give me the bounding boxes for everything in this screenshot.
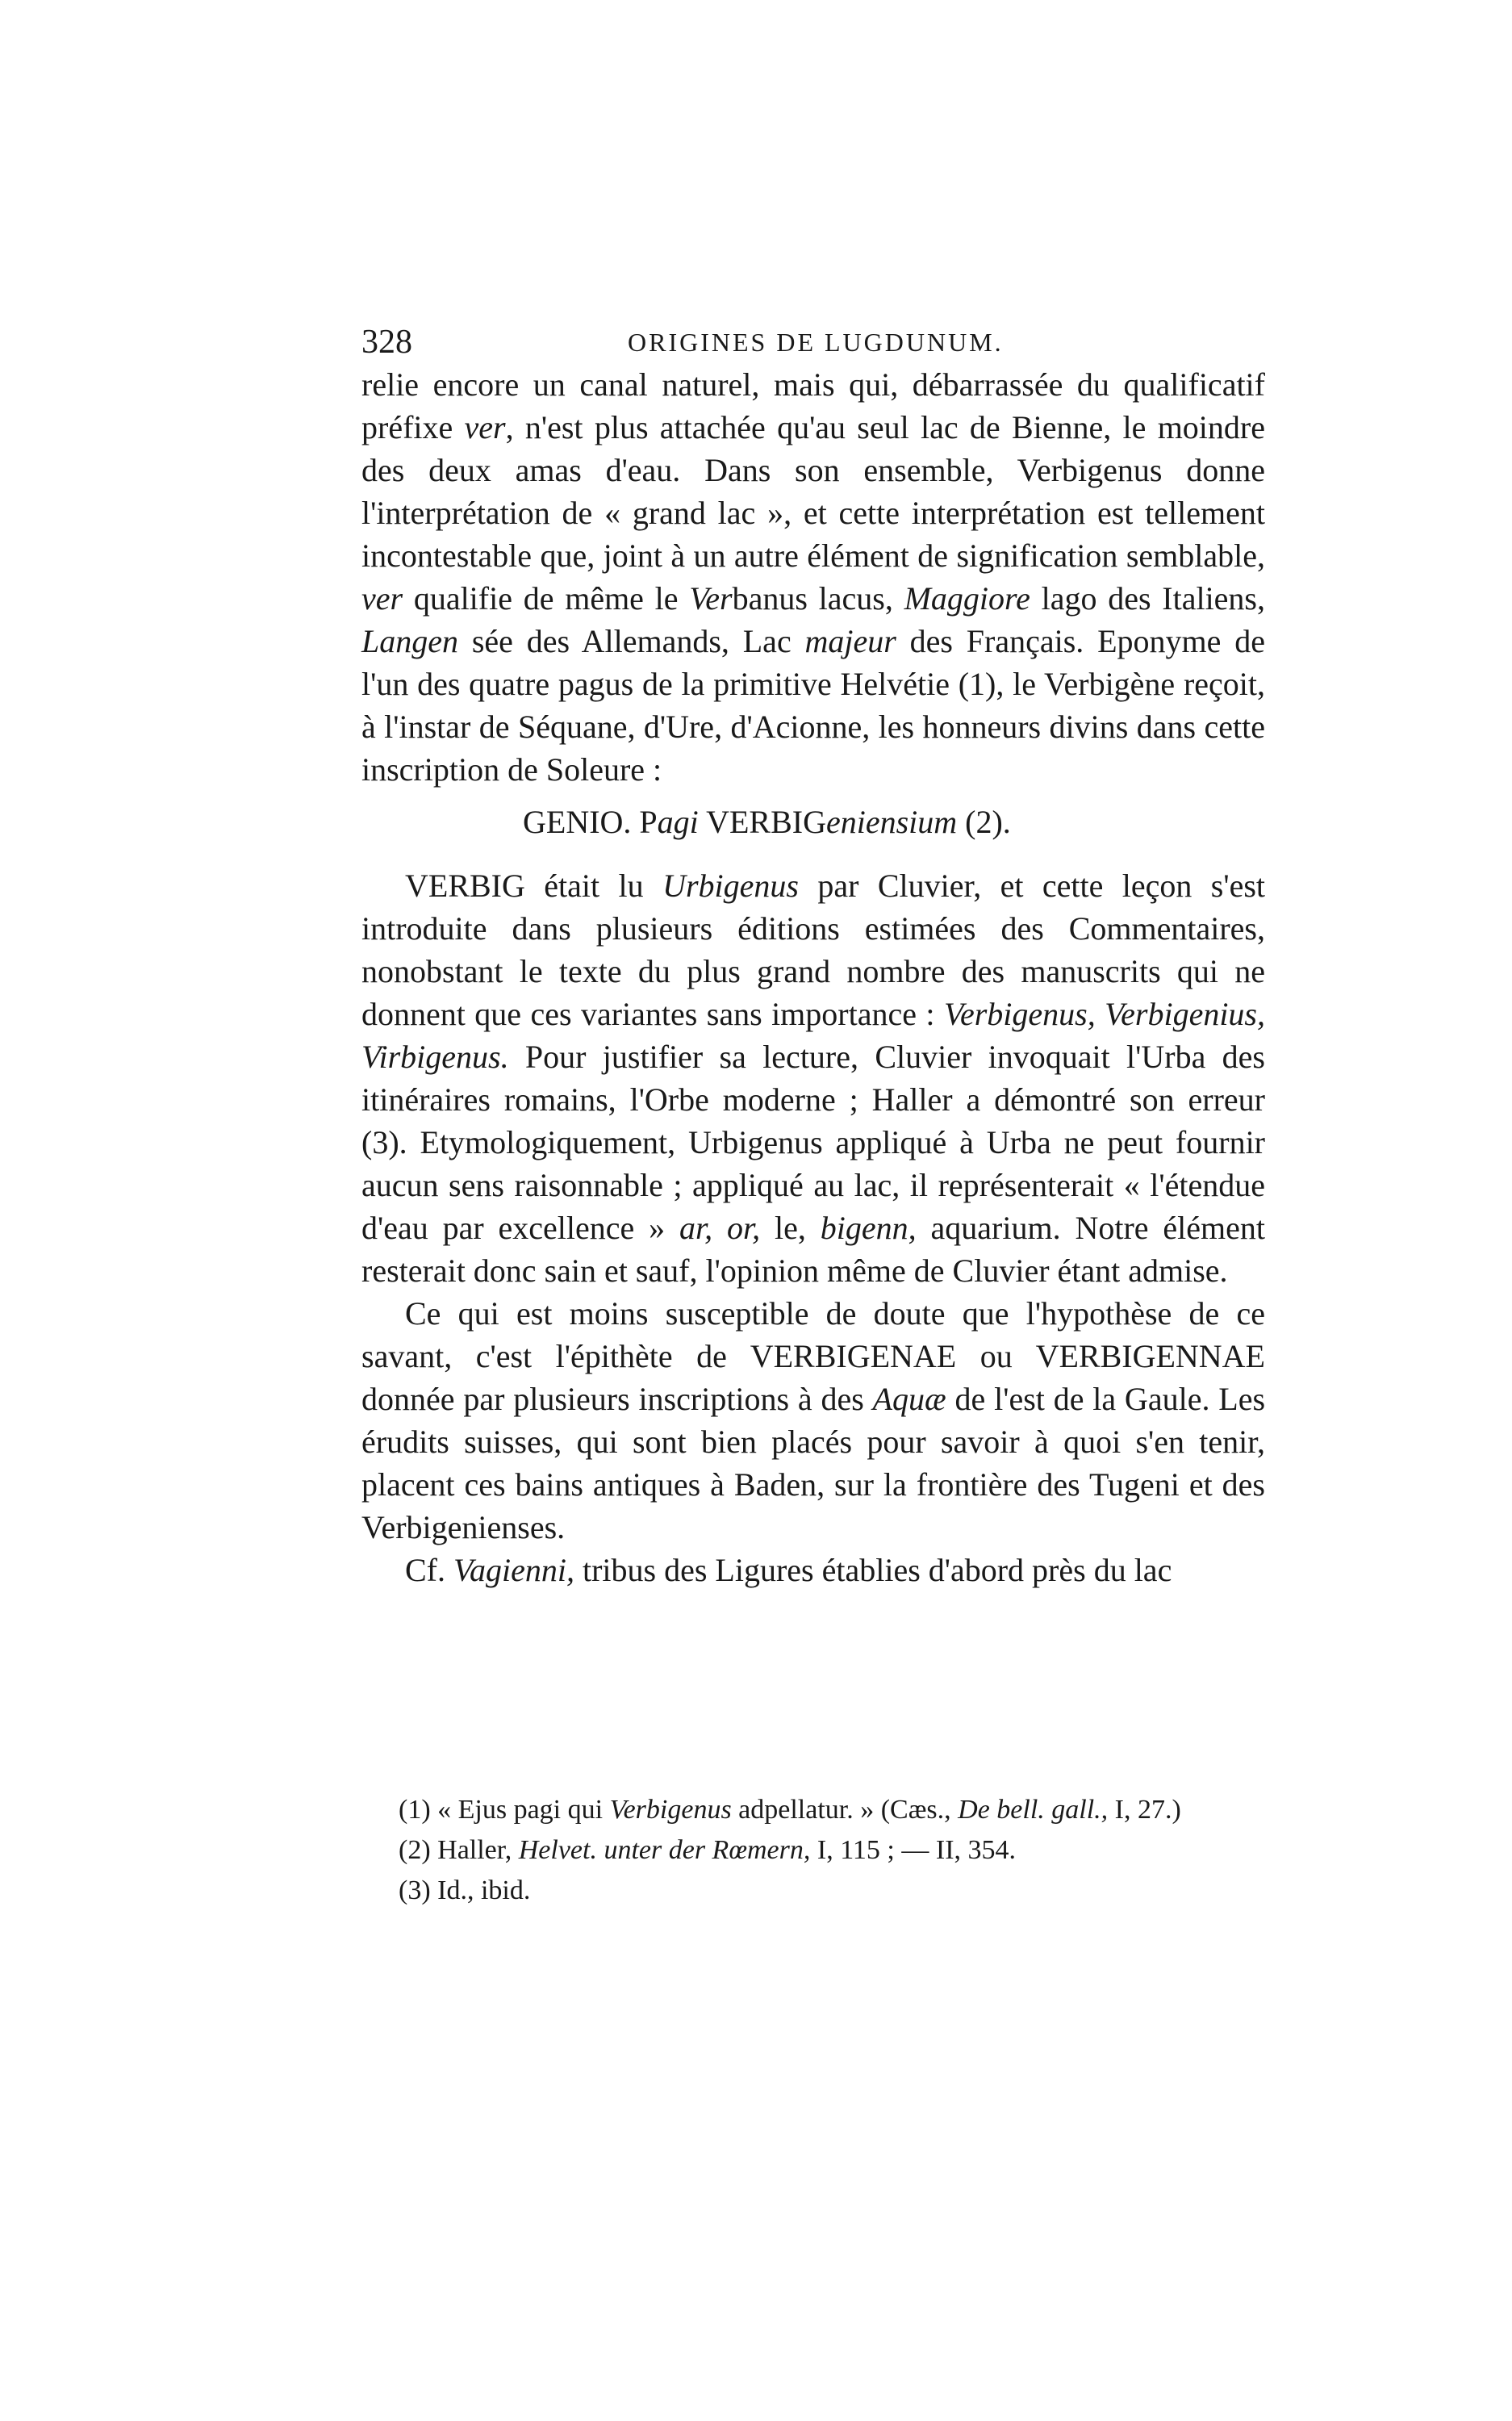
text-run: adpellatur. » (Cæs., — [731, 1795, 959, 1825]
italic-run: Urbigenus — [662, 868, 799, 904]
italic-run: Verbigenus, Verbigenius, Virbigenus. — [361, 996, 1265, 1075]
paragraph-2 — [361, 864, 1265, 1292]
text-run: VERBIG — [698, 804, 826, 840]
text-run: des Français. Eponyme de l'un des quatre pagus de la primitive Helvétie (1), le Verbigène reçoit, à l'instar de Séquane, d'Ure, d'Acionne, les honneurs divins dans cette inscription de Soleure : — [361, 623, 1265, 788]
italic-run: ver — [361, 580, 403, 617]
paragraph-1 — [361, 363, 1265, 791]
paragraph-4 — [361, 1549, 1265, 1591]
footnote-3 — [361, 1871, 1265, 1911]
text-run: de l'est de la Gaule. Les érudits suisses, qui sont bien placés pour savoir à quoi s'en tenir, placent ces bains antiques à Baden, sur la frontière des Tugeni et des Verbigenienses. — [361, 1381, 1266, 1545]
footnotes — [361, 1790, 1265, 1911]
italic-run: Langen — [361, 623, 458, 659]
text-run: qualifie de même le — [403, 580, 690, 617]
inscription — [361, 801, 1265, 843]
text-run: par Cluvier, et cette leçon s'est introduite dans plusieurs éditions estimées des Commentaires, nonobstant le texte du plus grand nombre des manuscrits qui ne donnent que ces variantes sans importance : — [361, 868, 1265, 1032]
text-run: Cf. — [405, 1552, 453, 1588]
text-run: (2) Haller, — [399, 1835, 519, 1865]
footnote-2 — [361, 1830, 1265, 1871]
text-run: GENIO. P — [523, 804, 658, 840]
text-run: , n'est plus attachée qu'au seul lac de Bienne, le moindre des deux amas d'eau. Dans son ensemble, Verbigenus donne l'interprétation de « grand lac », et cette interprétation est tellement incontestable que, joint à un autre élément de signification semblable, — [361, 409, 1265, 574]
italic-run: Aquæ — [872, 1381, 946, 1417]
text-run: VERBIG était lu — [405, 868, 663, 904]
text-run: I, 115 ; — II, 354. — [810, 1835, 1017, 1865]
text-run: (3) Id., ibid. — [399, 1875, 531, 1905]
text-run: Pour justifier sa lecture, Cluvier invoquait l'Urba des itinéraires romains, l'Orbe moderne ; Haller a démontré son erreur (3). Etymologiquement, Urbigenus appliqué à Urba ne peut fournir aucun sens raisonnable ; appliqué au lac, il représenterait « l'étendue d'eau par excellence » — [361, 1039, 1265, 1246]
italic-run: Vagienni, — [453, 1552, 574, 1588]
italic-run: Ver — [689, 580, 733, 617]
text-run: tribus des Ligures établies d'abord près du lac — [574, 1552, 1172, 1588]
italic-run: De bell. gall., — [958, 1795, 1109, 1825]
page-number: 328 — [361, 324, 412, 361]
italic-run: majeur — [804, 623, 896, 659]
italic-run: ver — [464, 409, 506, 445]
text-run: banus lacus, — [732, 580, 904, 617]
text-run: sée des Allemands, Lac — [458, 623, 805, 659]
footnote-1 — [361, 1790, 1265, 1830]
italic-run: bigenn, — [820, 1210, 917, 1246]
italic-run: Verbigenus — [609, 1795, 732, 1825]
text-run: (1) « Ejus pagi qui — [399, 1795, 610, 1825]
paragraph-3 — [361, 1292, 1265, 1549]
text-run: Ce qui est moins susceptible de doute que l'hypothèse de ce savant, c'est l'épithète de VERBIGENAE ou VERBIGENNAE donnée par plusieurs inscriptions à des — [361, 1295, 1265, 1417]
text-run: I, 27.) — [1108, 1795, 1181, 1825]
text-run: aquarium. Notre élément resterait donc sain et sauf, l'opinion même de Cluvier étant admise. — [361, 1210, 1265, 1289]
running-head: ORIGINES DE LUGDUNUM. — [628, 328, 1004, 357]
italic-run: agi — [657, 804, 699, 840]
text-run: relie encore un canal naturel, mais qui, débarrassée du qualificatif préfixe — [361, 366, 1265, 445]
italic-run: Helvet. unter der Rœmern, — [518, 1835, 811, 1865]
italic-run: Maggiore — [904, 580, 1030, 617]
italic-run: ar, or, — [679, 1210, 761, 1246]
main-text — [361, 363, 1265, 1591]
text-run: (2). — [957, 804, 1011, 840]
text-run: le, — [760, 1210, 821, 1246]
text-run: lago des Italiens, — [1030, 580, 1265, 617]
italic-run: eniensium — [825, 804, 958, 840]
page-header — [361, 318, 1265, 366]
